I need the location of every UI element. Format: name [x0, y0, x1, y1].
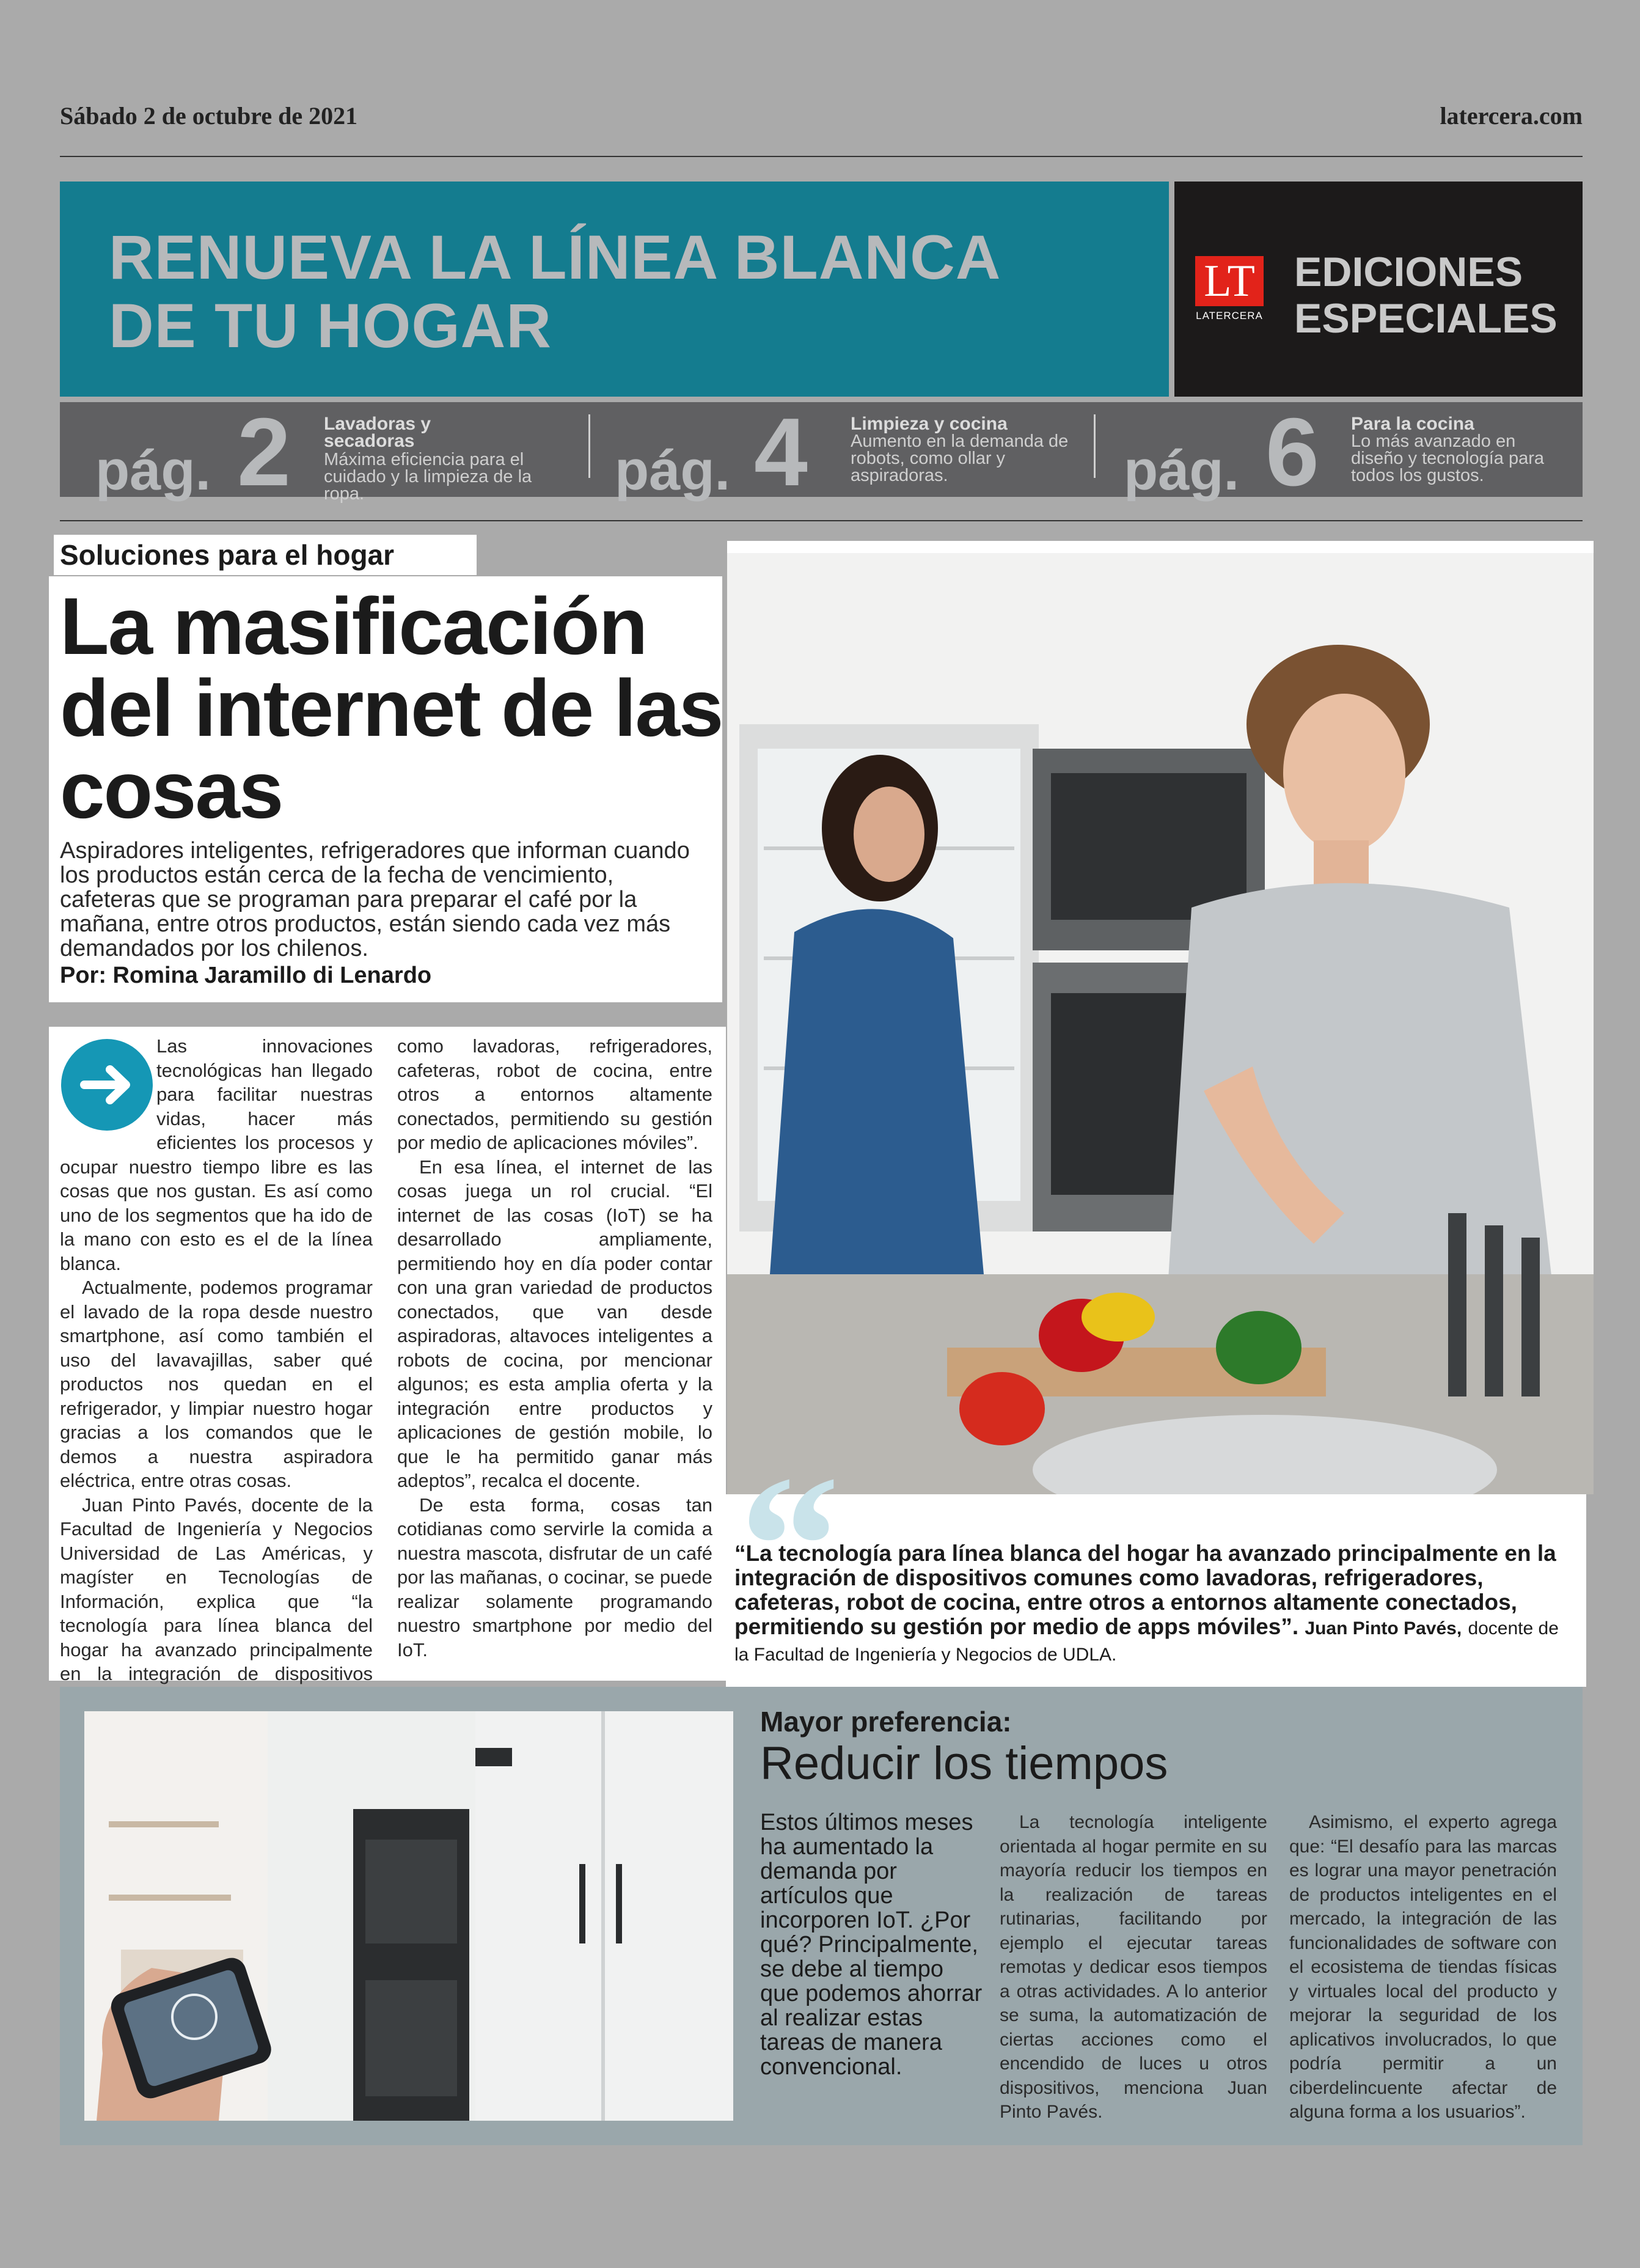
special-editions-box	[1174, 182, 1583, 397]
paragraph: Las innovaciones tecnológicas han llegado para facilitar nuestras vidas, hacer más eficientes los procesos y ocupar nuestro tiempo libre es las cosas que nos gustan. Es así como uno de los segmentos que ha ido de la mano con esto es el de la línea blanca.	[60, 1035, 373, 1274]
page-heading: Para la cocina	[1351, 414, 1474, 434]
page-index-item[interactable]	[60, 398, 567, 506]
page-description: Lo más avanzado en diseño y tecnología para todos los gustos.	[1351, 431, 1544, 485]
strip-divider	[1094, 414, 1096, 478]
page-number: 2	[237, 398, 291, 506]
edition-title	[1294, 249, 1575, 342]
page-word: pág.	[1124, 439, 1240, 502]
article-column-1	[60, 1034, 373, 1710]
paragraph: como lavadoras, refrigeradores, cafeteras, robot de cocina, entre otros a entornos altamente conectados, permitiendo su gestión por medio de aplicaciones móviles”.	[397, 1035, 712, 1153]
banner-title	[109, 223, 1148, 360]
header-rule	[60, 156, 1583, 157]
bottom-intro: Estos últimos meses ha aumentado la demanda por artículos que incorporen IoT. ¿Por qué? Principalmente, se debe al tiempo que podemos ahorrar al realizar estas tareas de manera convencional.	[760, 1810, 983, 2080]
bottom-column-2	[1000, 1810, 1267, 2124]
paragraph: Actualmente, podemos programar el lavado de la ropa desde nuestro smartphone, así como también el uso del lavavajillas, saber qué productos nos quedan en el refrigerador, y limpiar nuestro hogar gracias a los comandos que le demos a nuestra aspiradora eléctrica, entre otras cosas.	[60, 1277, 373, 1491]
smart-home-photo	[84, 1711, 733, 2121]
paragraph: Juan Pinto Pavés, docente de la Facultad de Ingeniería y Negocios Universidad de Las Américas, y magíster en Tecnologías de Información, explica que “la tecnología para línea blanca del hogar ha avanzado principalmente en la integración de dispositivos	[60, 1494, 373, 1684]
pull-quote	[734, 1541, 1578, 1667]
page-index-item[interactable]	[1102, 398, 1583, 506]
page-description: Máxima eficiencia para el cuidado y la limpieza de la ropa.	[324, 450, 532, 504]
quote-author-role: docente de la Facultad de Ingeniería y Negocios de UDLA.	[734, 1618, 1559, 1665]
section-rule	[60, 520, 1583, 521]
page-number: 4	[754, 398, 808, 506]
edition-title-line-2: ESPECIALES	[1294, 295, 1558, 342]
article-headline: La masificación del internet de las cosas	[60, 581, 723, 835]
section-banner	[60, 182, 1169, 397]
page-index-strip	[60, 398, 1583, 506]
paragraph: De esta forma, cosas tan cotidianas como servirle la comida a nuestra mascota, disfrutar de un café por las mañanas, o cocinar, se puede realizar solamente programando nuestro smartphone por medio del IoT.	[397, 1494, 712, 1661]
article-kicker	[54, 535, 477, 575]
logo-caption: LATERCERA	[1196, 310, 1263, 321]
paragraph: Asimismo, el experto agrega que: “El desafío para las marcas es lograr una mayor penetración de productos inteligentes en el mercado, la integración de las funcionalidades de software con el ecosistema de tiendas físicas y virtuales local del producto y mejorar la seguridad de los aplicativos involucrados, lo que podría permitir a un ciberdelincuente afectar de alguna forma a los usuarios”.	[1289, 1812, 1557, 2122]
panel-gap	[49, 1002, 722, 1027]
bottom-kicker: Mayor preferencia:	[760, 1706, 1012, 1738]
paragraph: La tecnología inteligente orientada al hogar permite en su mayoría reducir los tiempos en la realización de tareas rutinarias, facilitando por ejemplo el ejecutar tareas remotas y dedicar esos tiempos a otras actividades. A lo anterior se suma, la automatización de ciertas acciones como el encendido de luces u otros dispositivos, menciona Juan Pinto Pavés.	[1000, 1812, 1267, 2122]
quote-text: “La tecnología para línea blanca del hogar ha avanzado principalmente en la integración de dispositivos comunes como lavadoras, refrigeradores, cafeteras, robot de cocina, entre otros a entornos altamente conectados, permitiendo su gestión por medio de apps móviles”.	[734, 1541, 1556, 1639]
strip-divider	[588, 414, 590, 478]
kitchen-photo	[727, 541, 1594, 1494]
page-number: 6	[1265, 398, 1319, 506]
page-word: pág.	[615, 439, 731, 502]
quote-author: Juan Pinto Pavés,	[1305, 1618, 1462, 1639]
page-description: Aumento en la demanda de robots, como ollar y aspiradoras.	[851, 431, 1069, 485]
bottom-title: Reducir los tiempos	[760, 1738, 1168, 1789]
bottom-column-3	[1289, 1810, 1557, 2124]
quote-mark-icon: “	[739, 1434, 840, 1657]
article-column-2	[397, 1034, 712, 1662]
page-word: pág.	[95, 439, 211, 502]
article-byline: Por: Romina Jaramillo di Lenardo	[60, 963, 432, 988]
paragraph: En esa línea, el internet de las cosas juega un rol crucial. “El internet de las cosas (IoT) se ha desarrollado ampliamente, permitiendo hoy en día poder contar con una gran variedad de productos conectados, que van desde aspiradoras, altavoces inteligentes a robots de cocina, por mencionar algunos; es esta amplia oferta y la integración entre productos y aplicaciones de gestión mobile, lo que le ha permitido ganar más adeptos”, recalca el docente.	[397, 1156, 712, 1491]
page-index-item[interactable]	[598, 398, 1086, 506]
banner-title-line-1: RENUEVA LA LÍNEA BLANCA	[109, 222, 1001, 292]
edition-title-line-1: EDICIONES	[1294, 249, 1523, 295]
banner-title-line-2: DE TU HOGAR	[109, 291, 552, 361]
la-tercera-logo: LT	[1195, 256, 1264, 306]
page-heading: Limpieza y cocina	[851, 414, 1008, 434]
kicker-text: Soluciones para el hogar	[60, 539, 395, 571]
page-heading: Lavadoras y secadoras	[324, 414, 431, 451]
article-lead: Aspiradores inteligentes, refrigeradores que informan cuando los productos están cerca de la fecha de vencimiento, cafeteras que se programan para preparar el café por la mañana, entre otros productos, están siendo cada vez más demandados por los chilenos.	[60, 838, 690, 961]
site-url: latercera.com	[1440, 102, 1583, 130]
issue-date: Sábado 2 de octubre de 2021	[60, 102, 358, 130]
